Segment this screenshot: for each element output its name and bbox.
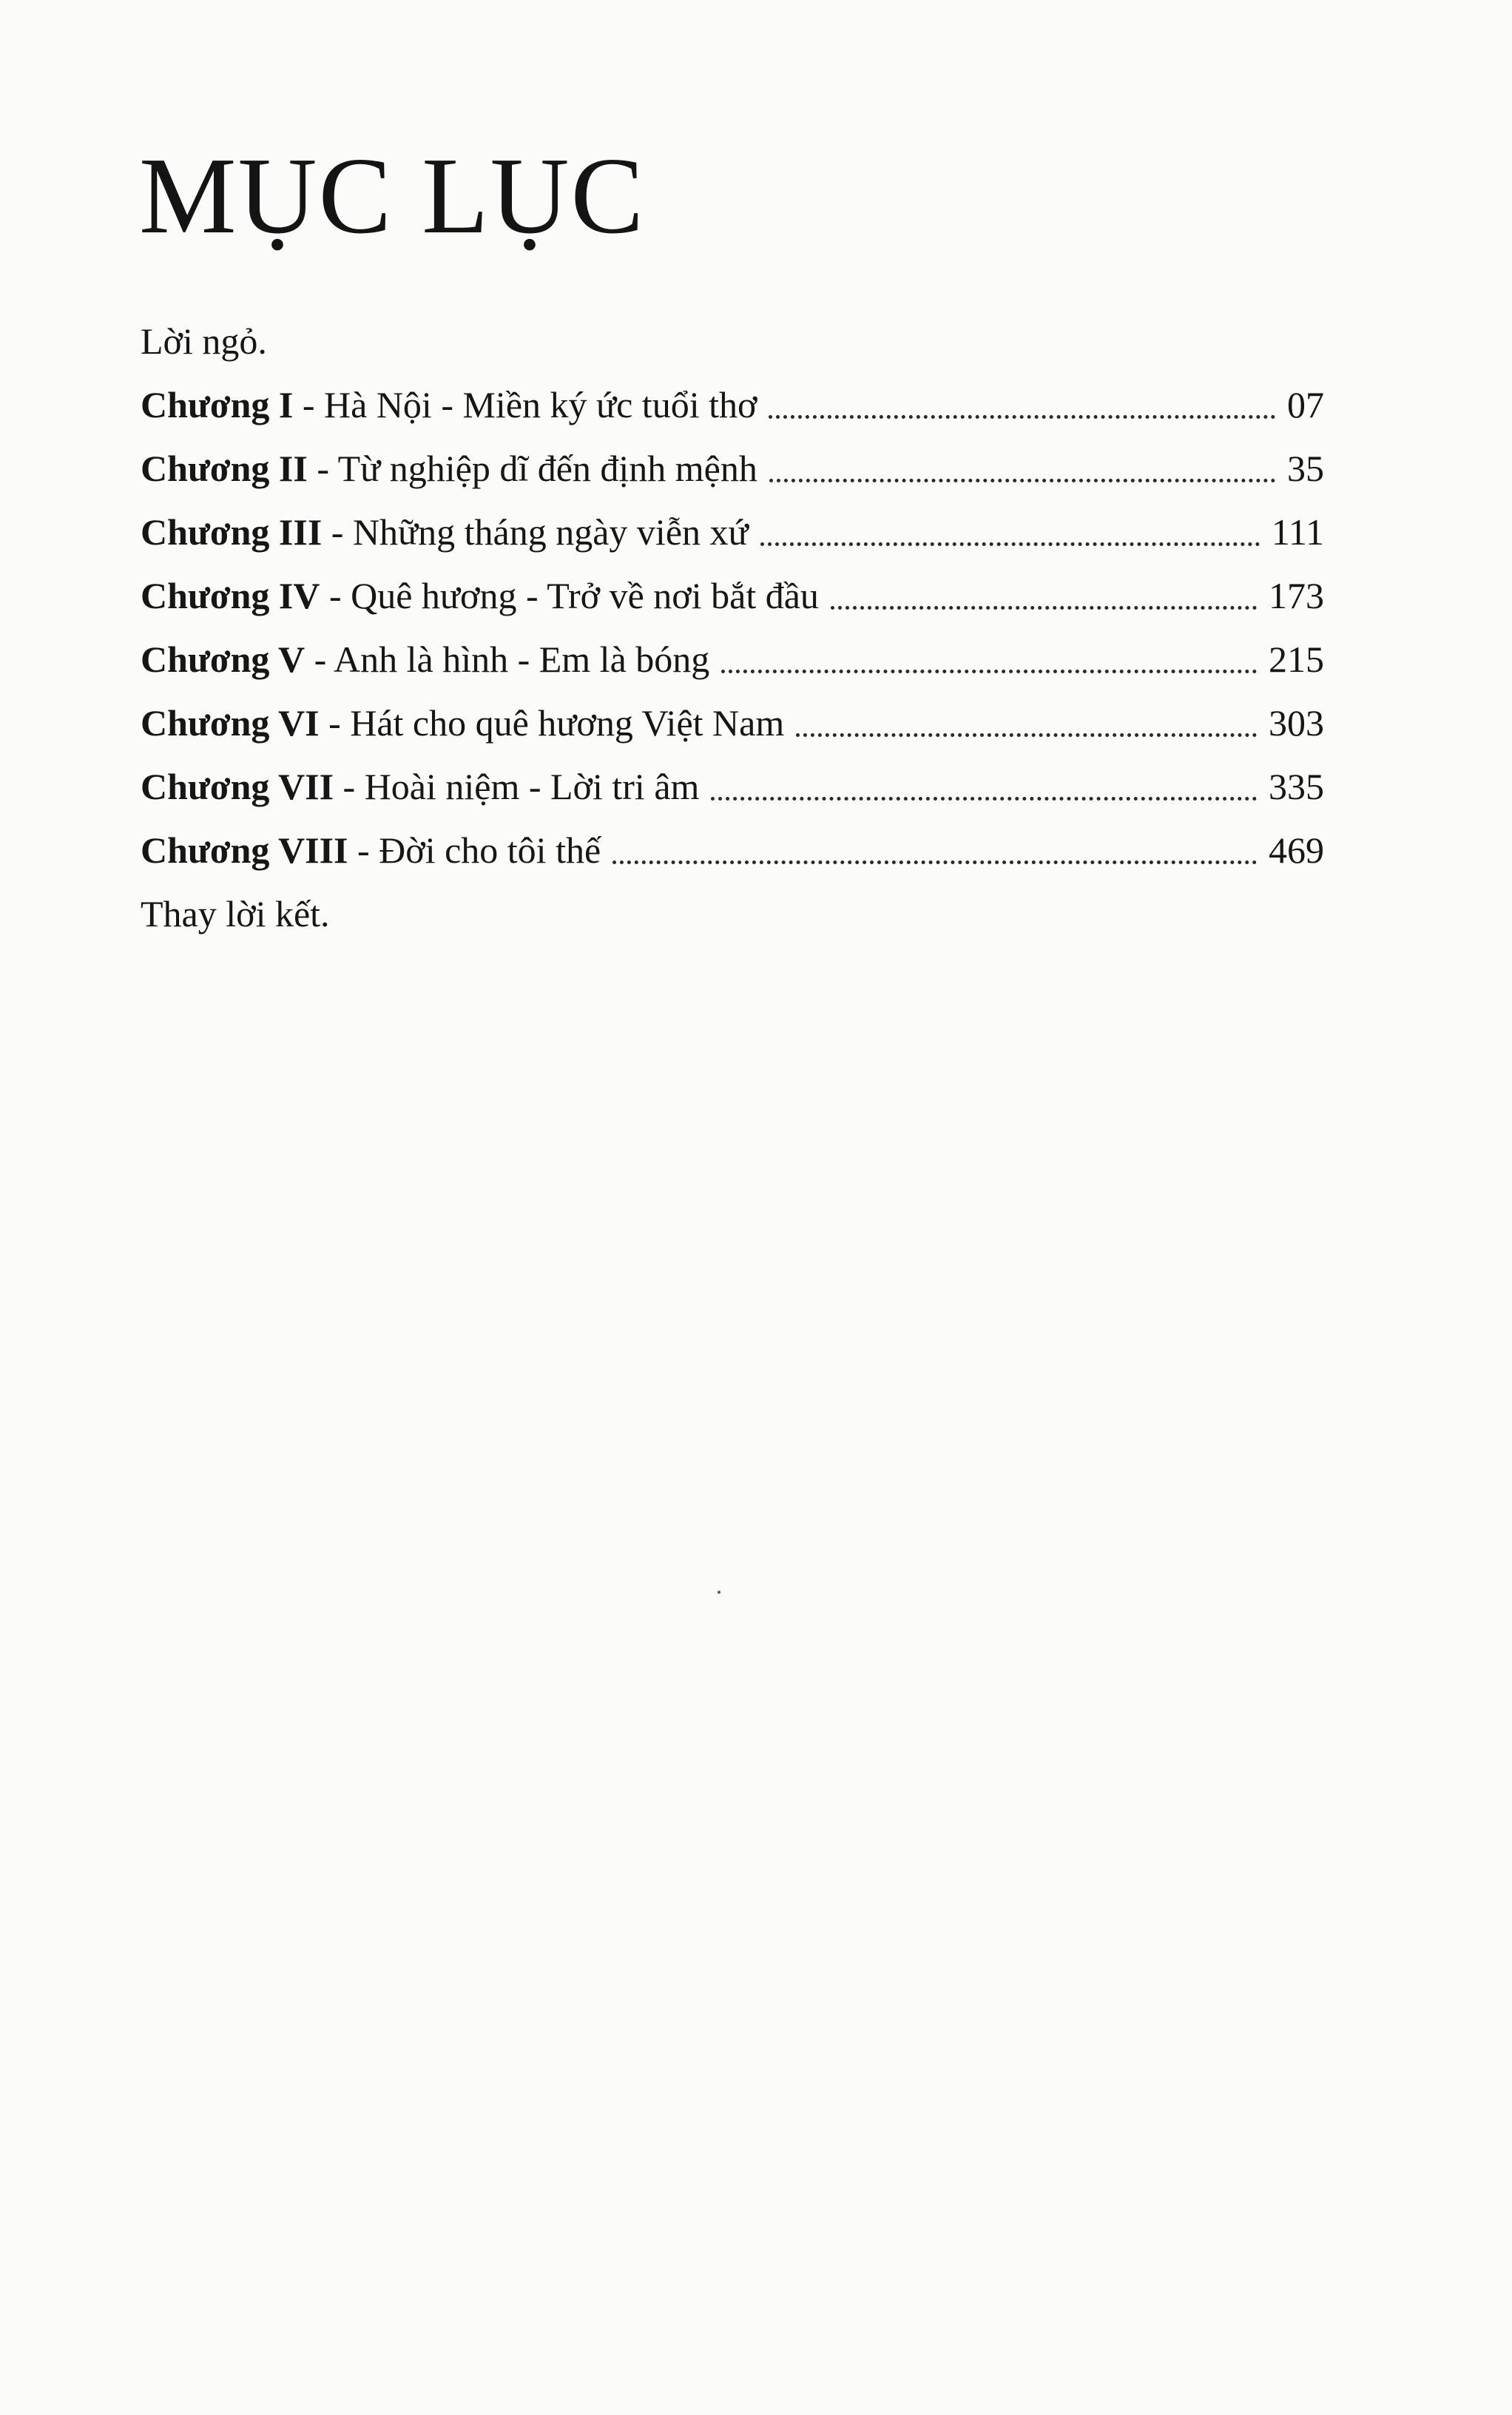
chapter-title: - Hà Nội - Miền ký ức tuổi thơ — [293, 384, 757, 425]
chapter-label: Chương V — [141, 639, 306, 680]
page-number: 173 — [1269, 575, 1324, 616]
dot-leader — [760, 542, 1260, 546]
toc-entry-7 — [141, 755, 1324, 818]
dot-leader — [769, 479, 1275, 482]
toc-entry-8 — [141, 818, 1324, 882]
chapter-label: Chương VIII — [141, 829, 348, 871]
chapter-title: - Những tháng ngày viễn xứ — [322, 511, 749, 553]
page-number: 07 — [1287, 384, 1324, 425]
chapter-label: Chương VII — [141, 766, 334, 807]
dot-leader — [612, 860, 1257, 864]
toc-entry-1 — [141, 373, 1324, 437]
chapter-label: Chương IV — [141, 575, 320, 616]
page-number: 469 — [1269, 829, 1324, 871]
page-number: 303 — [1269, 702, 1324, 744]
toc-entry-4 — [141, 564, 1324, 627]
page-title: MỤC LỤC — [139, 135, 646, 257]
page-number: 335 — [1269, 766, 1324, 807]
chapter-title: - Anh là hình - Em là bóng — [305, 639, 710, 680]
toc-entry-3 — [141, 500, 1324, 564]
dot-leader — [796, 733, 1257, 737]
chapter-title: - Hoài niệm - Lời tri âm — [334, 766, 700, 807]
chapter-label: Chương III — [141, 511, 323, 553]
dot-leader — [711, 797, 1257, 801]
page-number: 35 — [1287, 448, 1324, 489]
chapter-title: - Quê hương - Trở về nơi bắt đầu — [320, 575, 819, 616]
toc-entry-6 — [141, 691, 1324, 755]
chapter-title: - Hát cho quê hương Việt Nam — [319, 702, 785, 744]
intro-entry: Lời ngỏ. — [141, 320, 267, 362]
page-number: 215 — [1269, 639, 1324, 680]
chapter-label: Chương VI — [141, 702, 320, 744]
table-of-contents — [141, 309, 1324, 946]
chapter-label: Chương I — [141, 384, 294, 425]
dot-leader — [831, 606, 1257, 610]
toc-entry-5 — [141, 627, 1324, 691]
page-number: 111 — [1271, 511, 1324, 553]
paper-speck — [718, 1591, 720, 1594]
toc-entry-2 — [141, 437, 1324, 500]
dot-leader — [721, 670, 1257, 673]
outro-entry: Thay lời kết. — [141, 893, 330, 934]
chapter-title: - Đời cho tôi thế — [348, 829, 601, 871]
chapter-title: - Từ nghiệp dĩ đến định mệnh — [307, 448, 757, 489]
dot-leader — [769, 415, 1275, 419]
chapter-label: Chương II — [141, 448, 308, 489]
